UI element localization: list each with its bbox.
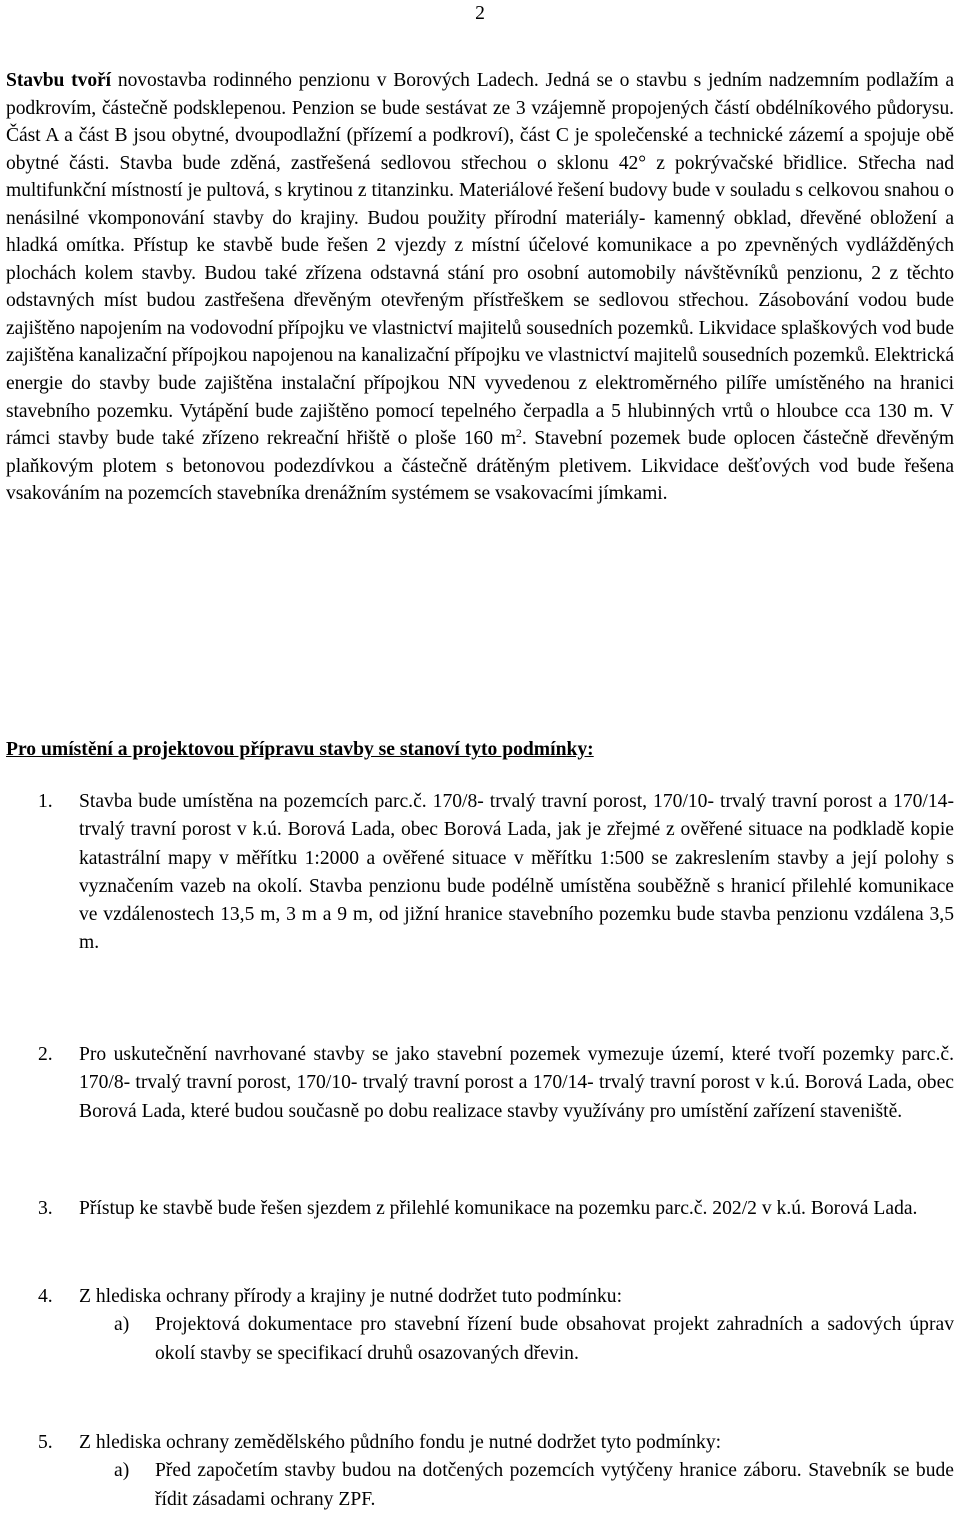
intro-superscript: 2	[515, 426, 522, 441]
condition-number: 4.	[38, 1286, 53, 1307]
intro-text: novostavba rodinného penzionu v Borových Ladech. Jedná se o stavbu s jedním nadzemním podlažím a podkrovím, částečně podsklepenou. Penzion se bude sestávat ze 3 vzájemně propojených částí obdélníkového půdorysu. Část A a část B jsou obytné, dvoupodlažní (přízemí a podkroví), část C je společenské a technické zázemí a spojuje obě obytné části. Stavba bude zděná, zastřešená sedlovou střechou o sklonu 42° z pokrývačské břidlice. Střecha nad multifunkční místností je pultová, s krytinou z titanzinku. Materiálové řešení budovy bude v souladu s celkovou snahou o nenásilné vkomponování stavby do krajiny. Budou použity přírodní materiály- kamenný obklad, dřevěné obložení a hladká omítka. Přístup ke stavbě bude řešen 2 vjezdy z místní účelové komunikace a po zpevněných vydlážděných plochách kolem stavby. Budou také zřízena odstavná stání pro osobní automobily návštěvníků penzionu, 2 z těchto odstavných míst budou zastřešena dřevěným otevřeným přístřeškem se sedlovou střechou. Zásobování vodou bude zajištěno napojením na vodovodní přípojku ve vlastnictví majitelů sousedních pozemků. Likvidace splaškových vod bude zajištěna kanalizační přípojkou napojenou na kanalizační přípojku ve vlastnictví majitelů sousedních pozemků. Elektrická energie do stavby bude zajištěna instalační přípojkou NN vyvedenou z elektroměrného pilíře umístěného na hranici stavebního pozemku. Vytápění bude zajištěno pomocí tepelného čerpadla a 5 hlubinných vrtů o hloubce cca 130 m. V rámci stavby bude také zřízeno rekreační hřiště o ploše 160 m	[6, 70, 955, 450]
condition-number: 2.	[38, 1044, 53, 1065]
condition-text: Z hlediska ochrany zemědělského půdního fondu je nutné dodržet tyto podmínky:	[79, 1432, 722, 1453]
condition-text: Pro uskutečnění navrhované stavby se jako stavební pozemek vymezuje území, které tvoří pozemky parc.č. 170/8- trvalý travní porost, 170/10- trvalý travní porost a 170/14- trvalý travní porost v k.ú. Borová Lada, obec Borová Lada, které budou současně po dobu realizace stavby využívány pro umístění zařízení staveniště.	[79, 1044, 954, 1122]
condition-3	[6, 1195, 954, 1223]
condition-5	[6, 1429, 954, 1514]
condition-number: 1.	[38, 791, 53, 812]
conditions-heading: Pro umístění a projektovou přípravu stavby se stanoví tyto podmínky:	[6, 739, 594, 760]
intro-paragraph	[6, 67, 954, 508]
condition-number: 3.	[38, 1198, 53, 1219]
sub-condition-text: Před započetím stavby budou na dotčených pozemcích vytýčeny hranice záboru. Stavebník se bude řídit zásadami ochrany ZPF.	[155, 1460, 954, 1510]
sub-condition-label: a)	[114, 1314, 130, 1336]
condition-4	[6, 1283, 954, 1368]
condition-text: Z hlediska ochrany přírody a krajiny je nutné dodržet tuto podmínku:	[79, 1286, 623, 1307]
condition-text: Přístup ke stavbě bude řešen sjezdem z přilehlé komunikace na pozemku parc.č. 202/2 v k.ú. Borová Lada.	[79, 1198, 918, 1219]
condition-1	[6, 788, 954, 958]
sub-condition-label: a)	[114, 1460, 130, 1482]
sub-condition	[114, 1457, 954, 1514]
sub-condition-text: Projektová dokumentace pro stavební řízení bude obsahovat projekt zahradních a sadových úprav okolí stavby se specifikací druhů osazovaných dřevin.	[155, 1314, 954, 1364]
intro-text-continued: . Stavební pozemek bude oplocen částečně dřevěným plaňkovým plotem s betonovou podezdívkou a částečně drátěným pletivem. Likvidace dešťových vod bude řešena vsakováním na pozemcích stavebníka drenážním systémem se vsakovacími jímkami.	[6, 428, 954, 505]
condition-number: 5.	[38, 1432, 53, 1453]
condition-2	[6, 1041, 954, 1126]
page-number: 2	[475, 3, 485, 24]
sub-condition	[114, 1311, 954, 1368]
condition-text: Stavba bude umístěna na pozemcích parc.č. 170/8- trvalý travní porost, 170/10- trvalý travní porost a 170/14- trvalý travní porost v k.ú. Borová Lada, obec Borová Lada, jak je zřejmé z ověřené situace na podkladě kopie katastrální mapy v měřítku 1:2000 a ověřené situace v měřítku 1:500 se zakreslením stavby a její polohy s vyznačením vazeb na okolí. Stavba penzionu bude podélně umístěna souběžně s hranicí přilehlé komunikace ve vzdálenostech 13,5 m, 3 m a 9 m, od jižní hranice stavebního pozemku bude stavba penzionu vzdálena 3,5 m.	[79, 791, 954, 954]
intro-bold-lead: Stavbu tvoří	[6, 70, 112, 91]
